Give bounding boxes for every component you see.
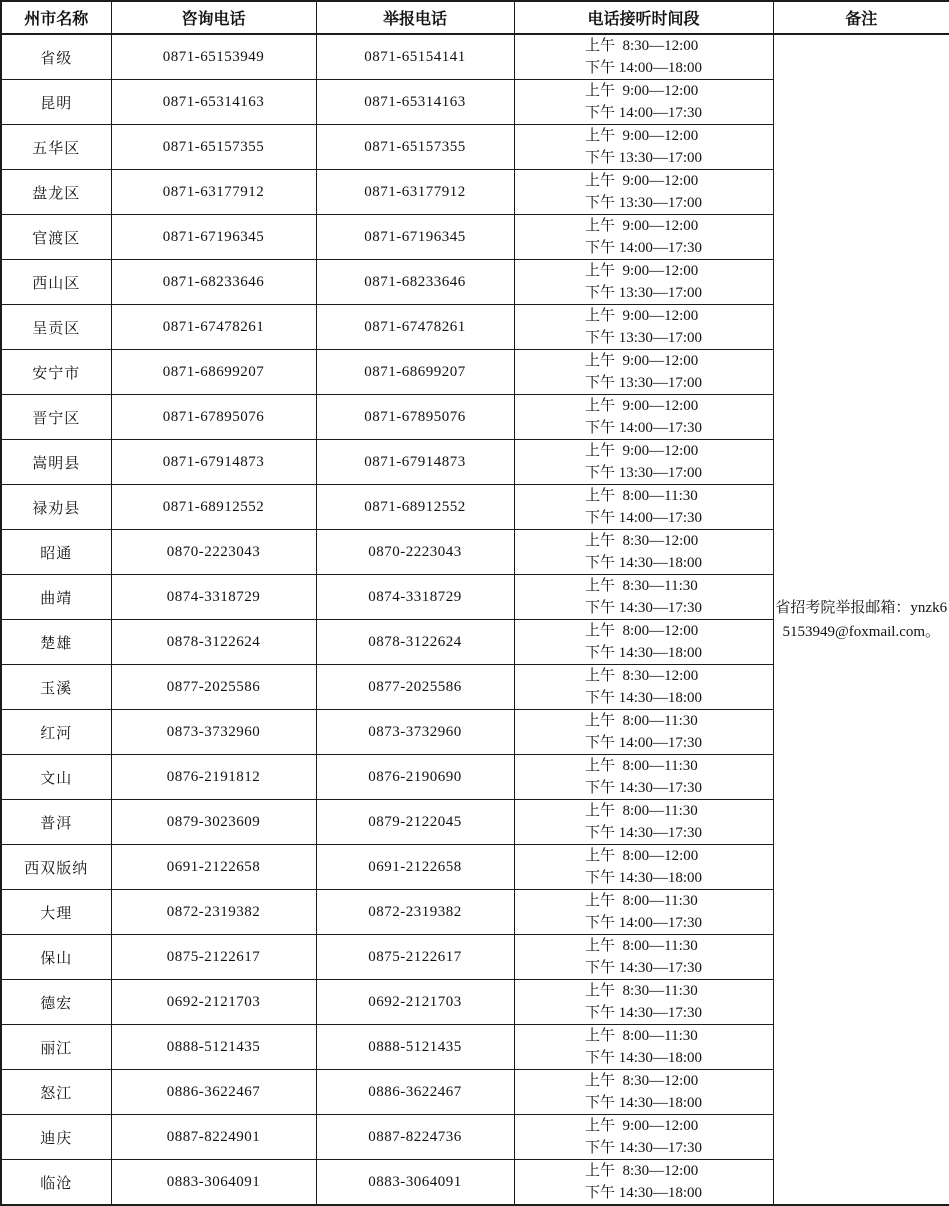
time-block (585, 1115, 702, 1159)
city-name: 文山 (1, 755, 111, 800)
answer-time (514, 1025, 773, 1070)
pm-time: 下午 14:30—17:30 (584, 1140, 703, 1156)
pm-time: 下午 14:30—17:30 (584, 825, 703, 841)
remark-cell: 省招考院举报邮箱：ynzk65153949@foxmail.com。 (773, 34, 949, 1205)
consult-phone: 0871-65153949 (111, 34, 316, 80)
am-time: 上午 8:00—12:00 (584, 623, 699, 639)
pm-time: 下午 14:30—18:00 (584, 1185, 703, 1201)
am-time: 上午 9:00—12:00 (584, 398, 699, 414)
report-phone: 0888-5121435 (316, 1025, 514, 1070)
city-name: 丽江 (1, 1025, 111, 1070)
report-phone: 0871-67196345 (316, 215, 514, 260)
report-phone: 0872-2319382 (316, 890, 514, 935)
am-time: 上午 8:00—11:30 (584, 803, 698, 819)
city-name: 西双版纳 (1, 845, 111, 890)
city-name: 玉溪 (1, 665, 111, 710)
pm-time: 下午 14:30—17:30 (584, 600, 703, 616)
consult-phone: 0877-2025586 (111, 665, 316, 710)
city-name: 盘龙区 (1, 170, 111, 215)
report-phone: 0871-68912552 (316, 485, 514, 530)
answer-time (514, 80, 773, 125)
answer-time (514, 260, 773, 305)
report-phone: 0871-65154141 (316, 34, 514, 80)
consult-phone: 0871-68912552 (111, 485, 316, 530)
report-phone: 0871-68699207 (316, 350, 514, 395)
pm-time: 下午 14:00—17:30 (584, 105, 703, 121)
am-time: 上午 8:00—11:30 (584, 713, 698, 729)
time-block (585, 485, 702, 529)
report-phone: 0886-3622467 (316, 1070, 514, 1115)
city-name: 呈贡区 (1, 305, 111, 350)
consult-phone: 0871-65314163 (111, 80, 316, 125)
time-block (585, 350, 702, 394)
answer-time (514, 1115, 773, 1160)
consult-phone: 0871-68233646 (111, 260, 316, 305)
am-time: 上午 9:00—12:00 (584, 353, 699, 369)
city-name: 西山区 (1, 260, 111, 305)
header-report-phone: 举报电话 (316, 1, 514, 34)
consult-phone: 0875-2122617 (111, 935, 316, 980)
pm-time: 下午 13:30—17:00 (584, 465, 703, 481)
consult-phone: 0871-63177912 (111, 170, 316, 215)
answer-time (514, 485, 773, 530)
consult-phone: 0871-67895076 (111, 395, 316, 440)
consult-phone: 0874-3318729 (111, 575, 316, 620)
consult-phone: 0691-2122658 (111, 845, 316, 890)
report-phone: 0876-2190690 (316, 755, 514, 800)
answer-time (514, 125, 773, 170)
am-time: 上午 9:00—12:00 (584, 263, 699, 279)
city-name: 德宏 (1, 980, 111, 1025)
pm-time: 下午 13:30—17:00 (584, 375, 703, 391)
city-name: 保山 (1, 935, 111, 980)
time-block (585, 980, 702, 1024)
time-block (585, 845, 702, 889)
consult-phone: 0871-68699207 (111, 350, 316, 395)
report-phone: 0871-67914873 (316, 440, 514, 485)
answer-time (514, 1070, 773, 1115)
time-block (585, 440, 702, 484)
time-block (585, 710, 702, 754)
am-time: 上午 8:00—11:30 (584, 1028, 698, 1044)
consult-phone: 0876-2191812 (111, 755, 316, 800)
answer-time (514, 890, 773, 935)
report-phone: 0870-2223043 (316, 530, 514, 575)
am-time: 上午 8:30—12:00 (584, 668, 699, 684)
report-phone: 0879-2122045 (316, 800, 514, 845)
answer-time (514, 575, 773, 620)
city-name: 五华区 (1, 125, 111, 170)
pm-time: 下午 14:00—17:30 (584, 420, 703, 436)
am-time: 上午 8:00—11:30 (584, 758, 698, 774)
consult-phone: 0872-2319382 (111, 890, 316, 935)
am-time: 上午 8:00—12:00 (584, 848, 699, 864)
answer-time (514, 980, 773, 1025)
pm-time: 下午 14:30—18:00 (584, 1095, 703, 1111)
time-block (585, 755, 702, 799)
answer-time (514, 530, 773, 575)
am-time: 上午 8:00—11:30 (584, 488, 698, 504)
time-block (585, 170, 702, 214)
answer-time (514, 845, 773, 890)
time-block (585, 800, 702, 844)
pm-time: 下午 13:30—17:00 (584, 330, 703, 346)
time-block (585, 575, 702, 619)
city-name: 晋宁区 (1, 395, 111, 440)
answer-time (514, 215, 773, 260)
consult-phone: 0871-65157355 (111, 125, 316, 170)
answer-time (514, 935, 773, 980)
consult-phone: 0871-67478261 (111, 305, 316, 350)
consult-phone: 0883-3064091 (111, 1160, 316, 1206)
report-phone: 0875-2122617 (316, 935, 514, 980)
pm-time: 下午 14:30—17:30 (584, 960, 703, 976)
pm-time: 下午 14:00—17:30 (584, 735, 703, 751)
time-block (585, 305, 702, 349)
answer-time (514, 170, 773, 215)
city-name: 普洱 (1, 800, 111, 845)
am-time: 上午 9:00—12:00 (584, 443, 699, 459)
consult-phone: 0870-2223043 (111, 530, 316, 575)
report-phone: 0874-3318729 (316, 575, 514, 620)
answer-time (514, 350, 773, 395)
am-time: 上午 8:30—12:00 (584, 38, 699, 54)
report-phone: 0871-67895076 (316, 395, 514, 440)
report-phone: 0871-67478261 (316, 305, 514, 350)
answer-time (514, 1160, 773, 1206)
am-time: 上午 8:30—12:00 (584, 533, 699, 549)
time-block (585, 260, 702, 304)
consult-phone: 0871-67196345 (111, 215, 316, 260)
report-phone: 0871-68233646 (316, 260, 514, 305)
am-time: 上午 9:00—12:00 (584, 173, 699, 189)
time-block (585, 1070, 702, 1114)
answer-time (514, 665, 773, 710)
city-name: 安宁市 (1, 350, 111, 395)
pm-time: 下午 14:30—18:00 (584, 645, 703, 661)
pm-time: 下午 14:00—18:00 (584, 60, 703, 76)
report-phone: 0887-8224736 (316, 1115, 514, 1160)
time-block (585, 395, 702, 439)
city-name: 嵩明县 (1, 440, 111, 485)
time-block (585, 1025, 702, 1069)
report-phone: 0691-2122658 (316, 845, 514, 890)
city-name: 省级 (1, 34, 111, 80)
city-name: 红河 (1, 710, 111, 755)
time-block (585, 665, 702, 709)
city-name: 临沧 (1, 1160, 111, 1206)
consult-phone: 0871-67914873 (111, 440, 316, 485)
report-phone: 0878-3122624 (316, 620, 514, 665)
header-city-name: 州市名称 (1, 1, 111, 34)
answer-time (514, 440, 773, 485)
report-phone: 0692-2121703 (316, 980, 514, 1025)
am-time: 上午 9:00—12:00 (584, 83, 699, 99)
pm-time: 下午 13:30—17:00 (584, 195, 703, 211)
city-name: 昭通 (1, 530, 111, 575)
header-remark: 备注 (773, 1, 949, 34)
answer-time (514, 395, 773, 440)
consult-phone: 0886-3622467 (111, 1070, 316, 1115)
pm-time: 下午 14:30—17:30 (584, 1005, 703, 1021)
consult-phone: 0692-2121703 (111, 980, 316, 1025)
header-consult-phone: 咨询电话 (111, 1, 316, 34)
report-phone: 0871-63177912 (316, 170, 514, 215)
time-block (585, 530, 702, 574)
pm-time: 下午 14:30—18:00 (584, 690, 703, 706)
report-phone: 0883-3064091 (316, 1160, 514, 1206)
city-name: 迪庆 (1, 1115, 111, 1160)
city-name: 曲靖 (1, 575, 111, 620)
table-row (1, 34, 949, 80)
am-time: 上午 8:30—11:30 (584, 578, 698, 594)
am-time: 上午 9:00—12:00 (584, 128, 699, 144)
answer-time (514, 305, 773, 350)
am-time: 上午 8:30—12:00 (584, 1163, 699, 1179)
am-time: 上午 9:00—12:00 (584, 1118, 699, 1134)
pm-time: 下午 14:30—18:00 (584, 870, 703, 886)
city-name: 禄劝县 (1, 485, 111, 530)
pm-time: 下午 14:30—17:30 (584, 780, 703, 796)
am-time: 上午 8:00—11:30 (584, 893, 698, 909)
am-time: 上午 9:00—12:00 (584, 308, 699, 324)
am-time: 上午 8:30—12:00 (584, 1073, 699, 1089)
am-time: 上午 9:00—12:00 (584, 218, 699, 234)
time-block (585, 35, 702, 79)
answer-time (514, 755, 773, 800)
time-block (585, 80, 702, 124)
time-block (585, 1160, 702, 1204)
consult-phone: 0887-8224901 (111, 1115, 316, 1160)
pm-time: 下午 14:30—18:00 (584, 1050, 703, 1066)
time-block (585, 890, 702, 934)
report-phone: 0877-2025586 (316, 665, 514, 710)
consult-phone: 0878-3122624 (111, 620, 316, 665)
pm-time: 下午 14:00—17:30 (584, 240, 703, 256)
consult-phone: 0879-3023609 (111, 800, 316, 845)
time-block (585, 620, 702, 664)
consult-phone: 0873-3732960 (111, 710, 316, 755)
am-time: 上午 8:30—11:30 (584, 983, 698, 999)
report-phone: 0871-65157355 (316, 125, 514, 170)
am-time: 上午 8:00—11:30 (584, 938, 698, 954)
pm-time: 下午 13:30—17:00 (584, 150, 703, 166)
header-answer-time: 电话接听时间段 (514, 1, 773, 34)
time-block (585, 215, 702, 259)
answer-time (514, 34, 773, 80)
city-name: 官渡区 (1, 215, 111, 260)
city-name: 昆明 (1, 80, 111, 125)
city-name: 怒江 (1, 1070, 111, 1115)
city-name: 楚雄 (1, 620, 111, 665)
report-phone: 0871-65314163 (316, 80, 514, 125)
time-block (585, 935, 702, 979)
report-phone: 0873-3732960 (316, 710, 514, 755)
consult-phone: 0888-5121435 (111, 1025, 316, 1070)
answer-time (514, 620, 773, 665)
pm-time: 下午 14:30—18:00 (584, 555, 703, 571)
answer-time (514, 710, 773, 755)
header-row (1, 1, 949, 34)
pm-time: 下午 14:00—17:30 (584, 915, 703, 931)
pm-time: 下午 14:00—17:30 (584, 510, 703, 526)
time-block (585, 125, 702, 169)
answer-time (514, 800, 773, 845)
pm-time: 下午 13:30—17:00 (584, 285, 703, 301)
city-name: 大理 (1, 890, 111, 935)
